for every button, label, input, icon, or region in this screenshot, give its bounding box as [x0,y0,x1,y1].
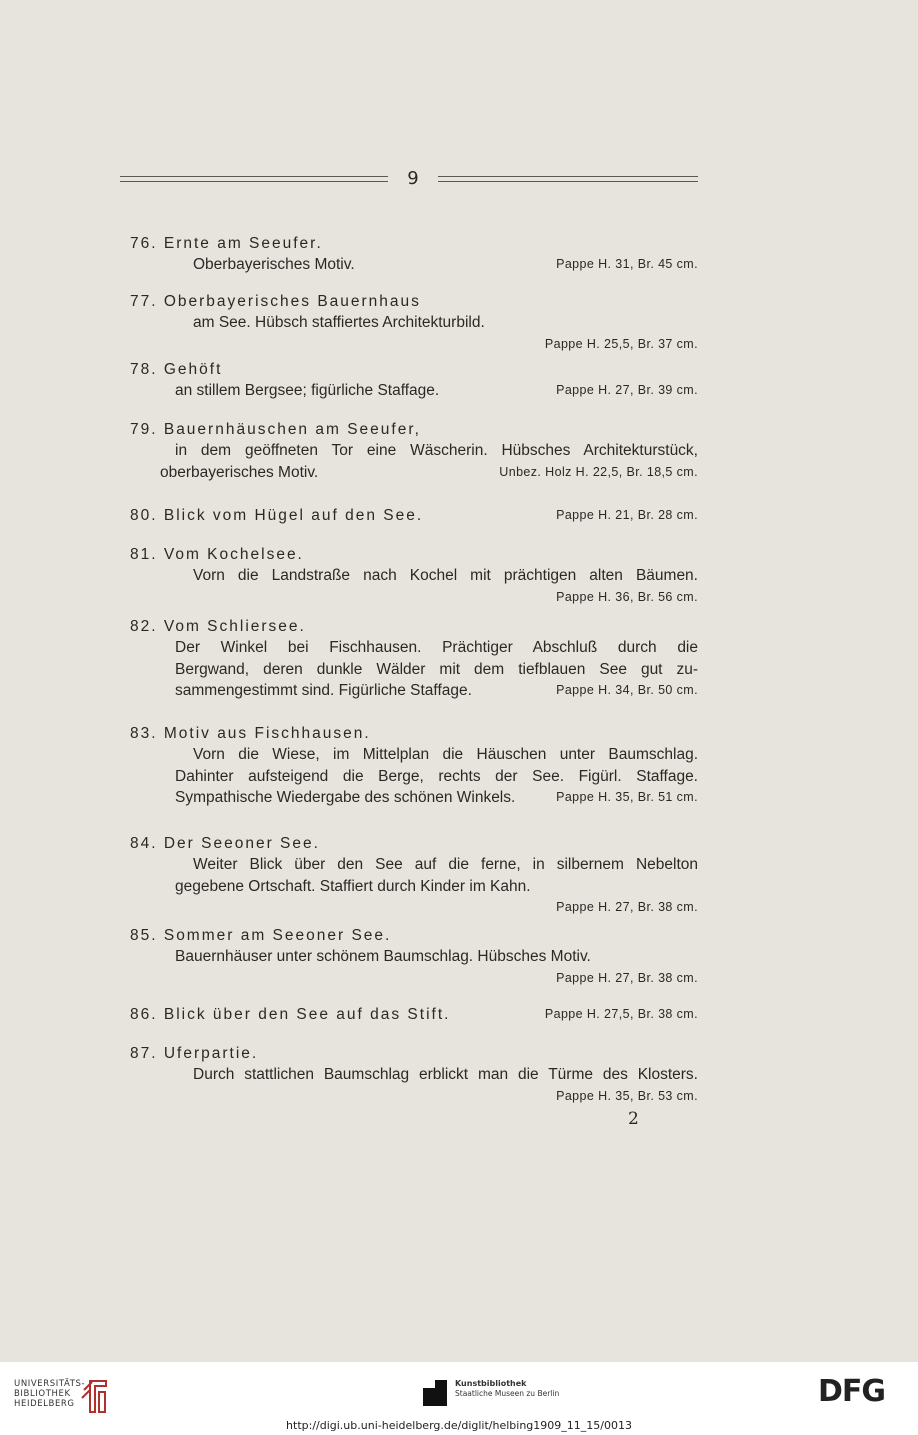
header-rule-left [120,176,388,182]
entry-line [130,254,698,275]
entry-line [130,565,698,586]
entry-line [130,744,698,765]
catalog-entry-86 [130,1004,698,1025]
header-rule-right [438,176,698,182]
ub-line-1: UNIVERSITÄTS- [14,1379,86,1389]
catalog-entry-80 [130,505,698,526]
catalog-entry-79 [130,419,698,483]
entry-line [130,854,698,875]
catalog-entry-83 [130,723,698,808]
kb-name: Kunstbibliothek [455,1379,527,1388]
page-number: 9 [407,168,419,189]
entry-text: 87. Uferpartie. [130,1045,259,1062]
entry-text: Weiter Blick über den See auf die ferne, in silbernem Nebelton [193,856,698,874]
entry-text: Pappe H. 27, Br. 38 cm. [556,899,698,914]
entry-line [130,587,698,608]
ub-heidelberg-label [14,1379,85,1409]
entry-text: Bergwand, deren dunkle Wälder mit dem tiefblauen See gut zu- [175,660,698,678]
entry-line [130,946,698,967]
entry-line [130,876,698,897]
entry-line [130,544,698,565]
entry-line [130,616,698,637]
catalog-entry-77 [130,291,698,355]
entry-text: Durch stattlichen Baumschlag erblickt man die Türme des Klosters. [193,1066,698,1084]
entry-text: Bauernhäuser unter schönem Baumschlag. Hübsches Motiv. [175,948,591,966]
entry-text: an stillem Bergsee; figürliche Staffage. [175,382,440,400]
entry-text: Pappe H. 27, Br. 38 cm. [556,970,698,985]
entry-text: 77. Oberbayerisches Bauernhaus [130,293,421,310]
entry-price: Pappe H. 21, Br. 28 cm. [556,508,698,522]
entry-line [130,723,698,744]
entry-text: 80. Blick vom Hügel auf den See. [130,507,424,524]
entry-line [130,637,698,658]
entry-line [130,659,698,680]
entry-line [130,233,698,254]
kunstbibliothek-label [455,1379,559,1399]
entry-line [130,334,698,355]
entry-text: 82. Vom Schliersee. [130,618,306,635]
entry-line [130,291,698,312]
ub-heidelberg-logo-icon [80,1378,110,1416]
entry-line [130,680,698,701]
entry-line [130,787,698,808]
entry-line [130,897,698,918]
catalog-entry-76 [130,233,698,276]
dfg-logo: DFG [818,1374,886,1409]
entry-line [130,1004,698,1025]
entry-text: 81. Vom Kochelsee. [130,546,304,563]
entry-text: 86. Blick über den See auf das Stift. [130,1006,451,1023]
entry-text: sammengestimmt sind. Figürliche Staffage. [175,681,472,699]
entry-text: Sympathische Wiedergabe des schönen Winkels. [175,788,516,806]
entry-text: gegebene Ortschaft. Staffiert durch Kinder im Kahn. [175,877,531,895]
catalog-entry-85 [130,925,698,989]
entry-text: 79. Bauernhäuschen am Seeufer, [130,421,421,438]
catalog-entry-81 [130,544,698,608]
ub-line-2: BIBLIOTHEK [14,1389,71,1399]
catalog-entry-84 [130,833,698,918]
entry-line [130,766,698,787]
entry-text: Oberbayerisches Motiv. [193,256,355,274]
entry-line [130,833,698,854]
sheet-signature: 2 [628,1109,639,1129]
entry-text: in dem geöffneten Tor eine Wäscherin. Hübsches Architekturstück, [175,442,698,460]
entry-line [130,505,698,526]
entry-text: Pappe H. 35, Br. 53 cm. [556,1088,698,1103]
kunstbibliothek-logo-icon [421,1378,449,1408]
entry-text: Dahinter aufsteigend die Berge, rechts der See. Figürl. Staffage. [175,767,698,785]
footer-bar [0,1362,918,1435]
entry-line [130,380,698,401]
source-url[interactable]: http://digi.ub.uni-heidelberg.de/diglit/helbing1909_11_15/0013 [286,1419,632,1432]
catalog-entry-78 [130,359,698,402]
entry-line [130,1064,698,1085]
entry-price: Pappe H. 31, Br. 45 cm. [556,257,698,272]
entry-text: 83. Motiv aus Fischhausen. [130,725,371,742]
entry-line [130,359,698,380]
entry-line [130,440,698,461]
entry-text: Pappe H. 25,5, Br. 37 cm. [544,336,698,351]
entry-line [130,419,698,440]
entry-price: Pappe H. 27, Br. 39 cm. [556,383,698,398]
entry-text: 84. Der Seeoner See. [130,835,320,852]
entry-text: Vorn die Landstraße nach Kochel mit prächtigen alten Bäumen. [193,567,698,585]
entry-price: Pappe H. 27,5, Br. 38 cm. [544,1007,698,1021]
kb-sub: Staatliche Museen zu Berlin [455,1389,560,1398]
entry-price: Unbez. Holz H. 22,5, Br. 18,5 cm. [499,464,698,479]
entry-price: Pappe H. 34, Br. 50 cm. [556,682,698,697]
entry-line [130,968,698,989]
entry-text: Der Winkel bei Fischhausen. Prächtiger Abschluß durch die [175,639,698,657]
entry-text: am See. Hübsch staffiertes Architekturbild. [193,314,485,332]
ub-line-3: HEIDELBERG [14,1399,75,1409]
entry-text: Vorn die Wiese, im Mittelplan die Häuschen unter Baumschlag. [193,746,698,764]
entry-line [130,312,698,333]
entry-text: Pappe H. 36, Br. 56 cm. [556,589,698,604]
entry-line [130,1043,698,1064]
entry-text: 85. Sommer am Seeoner See. [130,927,392,944]
catalog-entry-82 [130,616,698,701]
entry-price: Pappe H. 35, Br. 51 cm. [556,789,698,804]
catalog-entry-87 [130,1043,698,1107]
entry-line [130,925,698,946]
entry-text: 78. Gehöft [130,361,223,378]
entry-text: oberbayerisches Motiv. [160,463,319,481]
entry-line [130,462,698,483]
entry-line [130,1086,698,1107]
entry-text: 76. Ernte am Seeufer. [130,235,323,252]
page-header [120,168,698,192]
